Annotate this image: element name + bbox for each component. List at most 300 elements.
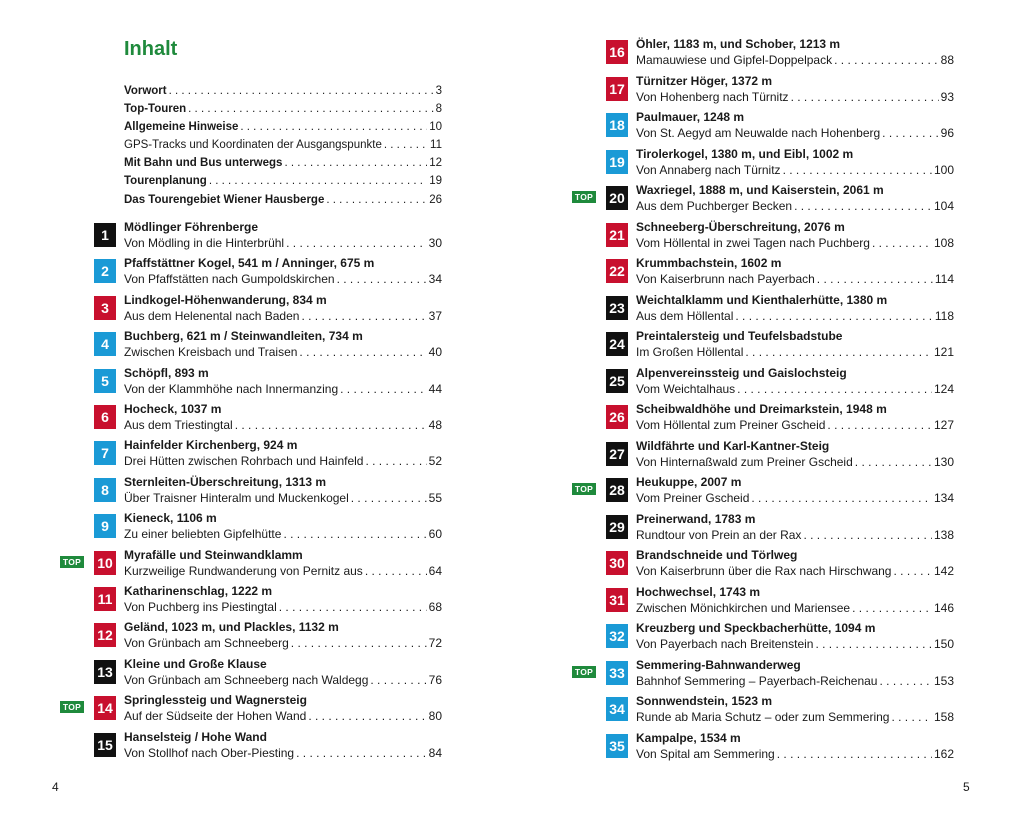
tour-page: 118 xyxy=(934,308,954,323)
dot-leader xyxy=(893,563,931,579)
tour-title: Springlessteig und Wagnersteig xyxy=(124,693,307,708)
tour-page: 80 xyxy=(428,709,442,724)
tour-subtitle: Kurzweilige Rundwanderung von Pernitz aus xyxy=(124,563,363,578)
dot-leader xyxy=(384,138,428,152)
tour-page: 124 xyxy=(933,381,954,396)
tour-subtitle: Zu einer beliebten Gipfelhütte xyxy=(124,527,282,542)
tour-number-badge: 1 xyxy=(94,223,116,247)
tour-subtitle-row xyxy=(636,198,954,214)
entry-label: Mit Bahn und Bus unterwegs xyxy=(124,157,283,169)
front-matter-entry[interactable] xyxy=(124,193,442,207)
tour-page: 30 xyxy=(428,236,442,250)
entry-label: Das Tourengebiet Wiener Hausberge xyxy=(124,194,325,206)
tour-subtitle-row xyxy=(636,417,954,433)
page-title: Inhalt xyxy=(124,38,178,60)
tour-subtitle-row xyxy=(636,308,954,324)
tour-title: Buchberg, 621 m / Steinwandleiten, 734 m xyxy=(124,329,363,344)
tour-number-badge: 20 xyxy=(606,186,628,210)
tour-title: Preintalersteig und Teufelsbadstube xyxy=(636,329,843,343)
tour-number-badge: 4 xyxy=(94,332,116,356)
tour-subtitle: Zwischen Mönichkirchen und Mariensee xyxy=(636,600,851,615)
tour-number-badge: 26 xyxy=(606,405,628,429)
tour-info xyxy=(124,474,442,506)
tour-subtitle: Drei Hütten zwischen Rohrbach und Hainfeld xyxy=(124,454,364,469)
tour-number-badge: 3 xyxy=(94,296,116,320)
tour-info xyxy=(636,511,954,543)
tour-info xyxy=(636,547,954,579)
tour-subtitle: Von Hinternaßwald zum Preiner Gscheid xyxy=(636,454,853,469)
tour-subtitle-row xyxy=(636,709,954,725)
tour-subtitle-row xyxy=(124,344,442,360)
tour-page: 100 xyxy=(933,162,954,177)
top-badge: TOP xyxy=(60,556,84,568)
tour-title: Katharinenschlag, 1222 m xyxy=(124,584,273,598)
tour-entry[interactable] xyxy=(606,438,954,472)
tour-title: Mödlinger Föhrenberge xyxy=(124,220,259,234)
entry-page: 10 xyxy=(429,121,442,133)
tour-entry[interactable] xyxy=(606,511,954,545)
tour-title: Schneeberg-Überschreitung, 2076 m xyxy=(636,219,845,234)
tour-info xyxy=(124,401,442,433)
tour-entry[interactable] xyxy=(94,219,442,253)
tour-number-badge: 17 xyxy=(606,77,628,101)
tour-number-badge: 13 xyxy=(94,660,116,684)
tour-number-badge: 30 xyxy=(606,551,628,575)
front-matter-entry[interactable] xyxy=(124,102,442,116)
dot-leader xyxy=(286,235,427,251)
entry-page: 26 xyxy=(429,194,442,206)
tour-number-badge: 33 xyxy=(606,661,628,685)
tour-subtitle-row xyxy=(636,381,954,397)
dot-leader xyxy=(291,635,427,651)
dot-leader xyxy=(882,125,938,141)
tour-subtitle-row xyxy=(124,599,442,615)
tour-entry[interactable] xyxy=(94,328,442,362)
tour-entry[interactable] xyxy=(94,292,442,326)
tour-title: Preinerwand, 1783 m xyxy=(636,511,756,526)
top-badge: TOP xyxy=(572,483,596,495)
dot-leader xyxy=(188,102,433,116)
dot-leader xyxy=(209,174,427,188)
tour-info xyxy=(124,729,442,761)
tour-subtitle: Vom Preiner Gscheid xyxy=(636,491,750,505)
dot-leader xyxy=(240,120,427,134)
tour-info xyxy=(636,365,954,397)
tour-number-badge: 5 xyxy=(94,369,116,393)
tour-number-badge: 22 xyxy=(606,259,628,283)
tour-entry[interactable] xyxy=(574,657,954,691)
tour-title: Kleine und Große Klause xyxy=(124,656,267,671)
tour-page: 40 xyxy=(428,345,442,360)
tour-info xyxy=(124,692,442,724)
tour-subtitle-row xyxy=(636,454,954,470)
tour-entry[interactable] xyxy=(606,401,954,435)
tour-title: Waxriegel, 1888 m, und Kaiserstein, 2061 m xyxy=(636,183,884,197)
tour-page: 121 xyxy=(933,345,954,359)
tour-subtitle-row xyxy=(636,89,954,105)
top-badge: TOP xyxy=(60,701,84,713)
tour-subtitle: Mamauwiese und Gipfel-Doppelpack xyxy=(636,53,833,67)
tour-entry[interactable] xyxy=(94,255,442,289)
tour-entry[interactable] xyxy=(94,656,442,690)
dot-leader xyxy=(735,308,932,324)
front-matter-entry[interactable] xyxy=(124,120,442,134)
tour-info xyxy=(636,73,954,105)
tour-subtitle: Vom Höllental in zwei Tagen nach Puchberg xyxy=(636,235,870,250)
tour-title: Pfaffstättner Kogel, 541 m / Anninger, 675 m xyxy=(124,256,375,271)
dot-leader xyxy=(299,344,426,360)
tour-title: Schöpfl, 893 m xyxy=(124,365,209,380)
dot-leader xyxy=(783,162,932,178)
tour-subtitle: Von Puchberg ins Piestingtal xyxy=(124,600,277,614)
tour-info xyxy=(124,292,442,324)
tour-title: Paulmauer, 1248 m xyxy=(636,110,745,124)
tour-subtitle: Von Annaberg nach Türnitz xyxy=(636,162,781,177)
tour-subtitle: Auf der Südseite der Hohen Wand xyxy=(124,709,307,724)
entry-page: 3 xyxy=(435,85,442,97)
tour-page: 153 xyxy=(933,673,954,688)
entry-label: Tourenplanung xyxy=(124,175,207,187)
tour-title: Brandschneide und Törlweg xyxy=(636,548,798,562)
tour-number-badge: 15 xyxy=(94,733,116,757)
tour-entry[interactable] xyxy=(606,693,954,727)
tour-title: Wildfährte und Karl-Kantner-Steig xyxy=(636,438,830,453)
tour-info xyxy=(124,219,442,251)
tour-entry[interactable] xyxy=(94,365,442,399)
tour-title: Kreuzberg und Speckbacherhütte, 1094 m xyxy=(636,621,876,635)
tour-title: Alpenvereinssteig und Gaislochsteig xyxy=(636,365,847,380)
tour-subtitle-row xyxy=(124,526,442,542)
tour-page: 55 xyxy=(428,490,442,505)
entry-page: 12 xyxy=(429,157,442,169)
tour-number-badge: 14 xyxy=(94,696,116,720)
dot-leader xyxy=(351,490,427,506)
tour-title: Scheibwaldhöhe und Dreimarkstein, 1948 m xyxy=(636,402,887,416)
tour-subtitle: Von St. Aegyd am Neuwalde nach Hohenberg xyxy=(636,126,881,140)
tour-entry[interactable] xyxy=(606,547,954,581)
tour-title: Hocheck, 1037 m xyxy=(124,402,222,416)
tour-number-badge: 16 xyxy=(606,40,628,64)
tour-title: Geländ, 1023 m, und Plackles, 1132 m xyxy=(124,620,339,635)
tour-title: Türnitzer Höger, 1372 m xyxy=(636,73,773,88)
tour-number-badge: 24 xyxy=(606,332,628,356)
front-matter-entry[interactable] xyxy=(124,156,442,170)
tour-subtitle-row xyxy=(124,271,442,287)
tour-subtitle-row xyxy=(636,162,954,178)
tour-entry[interactable] xyxy=(62,547,442,581)
tour-subtitle-row xyxy=(636,490,954,506)
tour-page: 68 xyxy=(428,600,442,614)
tour-number-badge: 18 xyxy=(606,113,628,137)
tour-number-badge: 28 xyxy=(606,478,628,502)
tour-entry[interactable] xyxy=(94,474,442,508)
dot-leader xyxy=(365,563,427,579)
tour-subtitle-row xyxy=(124,453,442,469)
tour-subtitle: Rundtour von Prein an der Rax xyxy=(636,527,802,542)
tour-info xyxy=(636,182,954,214)
dot-leader xyxy=(279,599,427,615)
tour-info xyxy=(636,255,954,287)
tour-title: Myrafälle und Steinwandklamm xyxy=(124,547,303,562)
dot-leader xyxy=(365,453,426,469)
tour-entry[interactable] xyxy=(574,474,954,508)
entry-label: Allgemeine Hinweise xyxy=(124,121,239,133)
tour-page: 60 xyxy=(428,527,442,542)
tour-info xyxy=(636,474,954,506)
tour-subtitle: Von Kaiserbrunn nach Payerbach xyxy=(636,272,815,286)
tour-number-badge: 6 xyxy=(94,405,116,429)
tour-subtitle-row xyxy=(124,563,442,579)
page-number-left: 4 xyxy=(52,780,59,794)
tour-subtitle: Von Stollhof nach Ober-Piesting xyxy=(124,745,295,760)
tour-subtitle-row xyxy=(124,708,442,724)
tour-entry[interactable] xyxy=(606,36,954,70)
tour-entry[interactable] xyxy=(606,584,954,618)
front-matter-entry[interactable] xyxy=(124,138,442,152)
dot-leader xyxy=(283,526,426,542)
tour-info xyxy=(636,328,954,360)
tour-page: 72 xyxy=(428,636,442,651)
tour-page: 34 xyxy=(428,272,442,287)
tour-entry[interactable] xyxy=(606,109,954,143)
tour-info xyxy=(636,438,954,470)
tour-subtitle: Von Payerbach nach Breitenstein xyxy=(636,637,814,651)
tour-subtitle-row xyxy=(124,308,442,324)
tour-entry[interactable] xyxy=(606,292,954,326)
tour-number-badge: 35 xyxy=(606,734,628,758)
tour-subtitle: Von Spital am Semmering xyxy=(636,746,775,761)
tour-info xyxy=(636,36,954,68)
tour-page: 88 xyxy=(940,53,954,67)
tour-page: 48 xyxy=(428,418,442,432)
tour-subtitle: Vom Höllental zum Preiner Gscheid xyxy=(636,418,826,432)
tour-entry[interactable] xyxy=(606,255,954,289)
tour-entry[interactable] xyxy=(94,510,442,544)
tour-info xyxy=(636,657,954,689)
tour-subtitle: Aus dem Puchberger Becken xyxy=(636,199,793,213)
tour-subtitle: Zwischen Kreisbach und Traisen xyxy=(124,345,298,360)
tour-info xyxy=(636,292,954,324)
dot-leader xyxy=(235,417,427,433)
tour-subtitle-row xyxy=(636,636,954,652)
tour-number-badge: 21 xyxy=(606,223,628,247)
dot-leader xyxy=(855,454,932,470)
tour-entry[interactable] xyxy=(94,619,442,653)
tour-subtitle-row xyxy=(636,344,954,360)
tour-number-badge: 23 xyxy=(606,296,628,320)
tour-subtitle: Vom Weichtalhaus xyxy=(636,381,736,396)
dot-leader xyxy=(308,708,426,724)
tour-number-badge: 34 xyxy=(606,697,628,721)
dot-leader xyxy=(777,746,932,762)
tour-info xyxy=(636,730,954,762)
tour-subtitle-row xyxy=(636,746,954,762)
tour-subtitle: Von Grünbach am Schneeberg xyxy=(124,636,289,651)
dot-leader xyxy=(879,673,931,689)
tour-page: 134 xyxy=(933,491,954,505)
tour-entry[interactable] xyxy=(606,730,954,764)
front-matter-entry[interactable] xyxy=(124,174,442,188)
dot-leader xyxy=(737,381,932,397)
tour-subtitle: Im Großen Höllental xyxy=(636,345,744,359)
dot-leader xyxy=(370,672,426,688)
tour-subtitle-row xyxy=(636,271,954,287)
tour-title: Lindkogel-Höhenwanderung, 834 m xyxy=(124,292,327,307)
page-number-right: 5 xyxy=(963,780,970,794)
tour-title: Hochwechsel, 1743 m xyxy=(636,584,761,599)
tour-subtitle-row xyxy=(124,635,442,651)
tour-info xyxy=(636,146,954,178)
tour-page: 104 xyxy=(933,199,954,213)
tour-subtitle-row xyxy=(124,417,442,433)
tour-number-badge: 2 xyxy=(94,259,116,283)
tour-number-badge: 32 xyxy=(606,624,628,648)
tour-subtitle: Bahnhof Semmering – Payerbach-Reichenau xyxy=(636,673,878,688)
tour-number-badge: 25 xyxy=(606,369,628,393)
tour-page: 93 xyxy=(940,89,954,104)
tour-page: 108 xyxy=(933,235,954,250)
dot-leader xyxy=(169,84,434,98)
tour-page: 64 xyxy=(428,563,442,578)
tour-entry[interactable] xyxy=(94,729,442,763)
entry-page: 19 xyxy=(429,175,442,187)
dot-leader xyxy=(326,193,427,207)
tour-page: 142 xyxy=(933,564,954,578)
tour-info xyxy=(124,255,442,287)
tour-number-badge: 27 xyxy=(606,442,628,466)
tour-entry[interactable] xyxy=(62,692,442,726)
dot-leader xyxy=(834,52,939,68)
tour-page: 52 xyxy=(428,454,442,469)
tour-title: Weichtalklamm und Kienthalerhütte, 1380 m xyxy=(636,292,888,307)
tour-number-badge: 19 xyxy=(606,150,628,174)
tour-subtitle-row xyxy=(636,125,954,141)
tour-info xyxy=(636,109,954,141)
tour-info xyxy=(124,365,442,397)
tour-entry[interactable] xyxy=(606,146,954,180)
tour-page: 37 xyxy=(428,308,442,323)
entry-label: GPS-Tracks und Koordinaten der Ausgangspunkte xyxy=(124,139,382,151)
dot-leader xyxy=(791,89,939,105)
tour-page: 76 xyxy=(428,672,442,687)
tour-entry[interactable] xyxy=(94,437,442,471)
tour-page: 146 xyxy=(933,600,954,615)
tour-page: 162 xyxy=(933,746,954,761)
tour-subtitle-row xyxy=(636,52,954,68)
tour-info xyxy=(124,510,442,542)
tour-subtitle: Aus dem Höllental xyxy=(636,308,734,323)
tour-info xyxy=(124,583,442,615)
tour-title: Hanselsteig / Hohe Wand xyxy=(124,729,267,744)
tour-info xyxy=(636,219,954,251)
tour-number-badge: 31 xyxy=(606,588,628,612)
tour-page: 84 xyxy=(428,745,442,760)
tour-page: 96 xyxy=(940,126,954,140)
entry-page: 11 xyxy=(430,139,442,151)
tour-subtitle-row xyxy=(636,235,954,251)
tour-title: Sternleiten-Überschreitung, 1313 m xyxy=(124,474,327,489)
top-badge: TOP xyxy=(572,666,596,678)
dot-leader xyxy=(296,745,427,761)
tour-number-badge: 10 xyxy=(94,551,116,575)
tour-entry[interactable] xyxy=(606,73,954,107)
tour-title: Semmering-Bahnwanderweg xyxy=(636,657,801,672)
tour-info xyxy=(636,620,954,652)
dot-leader xyxy=(817,271,933,287)
tour-subtitle: Aus dem Triestingtal xyxy=(124,418,233,432)
tour-subtitle: Von Grünbach am Schneeberg nach Waldegg xyxy=(124,672,369,687)
tour-page: 130 xyxy=(933,454,954,469)
tour-page: 44 xyxy=(428,381,442,396)
tour-info xyxy=(636,584,954,616)
dot-leader xyxy=(301,308,426,324)
tour-number-badge: 7 xyxy=(94,441,116,465)
tour-subtitle-row xyxy=(124,490,442,506)
tour-title: Hainfelder Kirchenberg, 924 m xyxy=(124,438,298,453)
tour-subtitle: Von Kaiserbrunn über die Rax nach Hirschwang xyxy=(636,564,892,578)
dot-leader xyxy=(340,381,427,397)
tour-subtitle: Aus dem Helenental nach Baden xyxy=(124,308,300,323)
tour-title: Krummbachstein, 1602 m xyxy=(636,256,782,270)
tour-subtitle-row xyxy=(124,672,442,688)
dot-leader xyxy=(815,636,932,652)
tour-subtitle: Von Mödling in die Hinterbrühl xyxy=(124,236,285,250)
front-matter-entry[interactable] xyxy=(124,84,442,98)
tour-entry[interactable] xyxy=(574,182,954,216)
tour-page: 158 xyxy=(933,710,954,724)
tour-info xyxy=(124,619,442,651)
tour-title: Kampalpe, 1534 m xyxy=(636,730,741,745)
tour-entry[interactable] xyxy=(606,328,954,362)
tour-entry[interactable] xyxy=(606,365,954,399)
tour-subtitle-row xyxy=(124,235,442,251)
tour-page: 138 xyxy=(933,527,954,542)
tour-info xyxy=(124,437,442,469)
tour-info xyxy=(636,401,954,433)
tour-entry[interactable] xyxy=(606,219,954,253)
tour-entry[interactable] xyxy=(94,583,442,617)
dot-leader xyxy=(751,490,932,506)
tour-number-badge: 8 xyxy=(94,478,116,502)
tour-subtitle-row xyxy=(636,673,954,689)
tour-title: Tirolerkogel, 1380 m, und Eibl, 1002 m xyxy=(636,146,854,161)
dot-leader xyxy=(852,600,932,616)
tour-page: 114 xyxy=(934,272,954,286)
entry-label: Top-Touren xyxy=(124,103,187,115)
tour-info xyxy=(124,328,442,360)
tour-entry[interactable] xyxy=(606,620,954,654)
tour-title: Öhler, 1183 m, und Schober, 1213 m xyxy=(636,37,841,51)
tour-info xyxy=(124,547,442,579)
tour-page: 127 xyxy=(933,418,954,432)
tour-subtitle: Über Traisner Hinteralm und Muckenkogel xyxy=(124,490,349,505)
tour-subtitle-row xyxy=(124,381,442,397)
top-badge: TOP xyxy=(572,191,596,203)
entry-label: Vorwort xyxy=(124,85,167,97)
dot-leader xyxy=(891,709,932,725)
tour-title: Sonnwendstein, 1523 m xyxy=(636,694,773,708)
dot-leader xyxy=(794,198,932,214)
tour-subtitle: Von Hohenberg nach Türnitz xyxy=(636,89,789,104)
tour-subtitle-row xyxy=(636,563,954,579)
dot-leader xyxy=(803,527,932,543)
dot-leader xyxy=(872,235,932,251)
tour-subtitle: Von der Klammhöhe nach Innermanzing xyxy=(124,381,339,396)
tour-page: 150 xyxy=(933,637,954,651)
tour-subtitle-row xyxy=(636,600,954,616)
tour-subtitle: Runde ab Maria Schutz – oder zum Semmering xyxy=(636,710,890,724)
tour-entry[interactable] xyxy=(94,401,442,435)
